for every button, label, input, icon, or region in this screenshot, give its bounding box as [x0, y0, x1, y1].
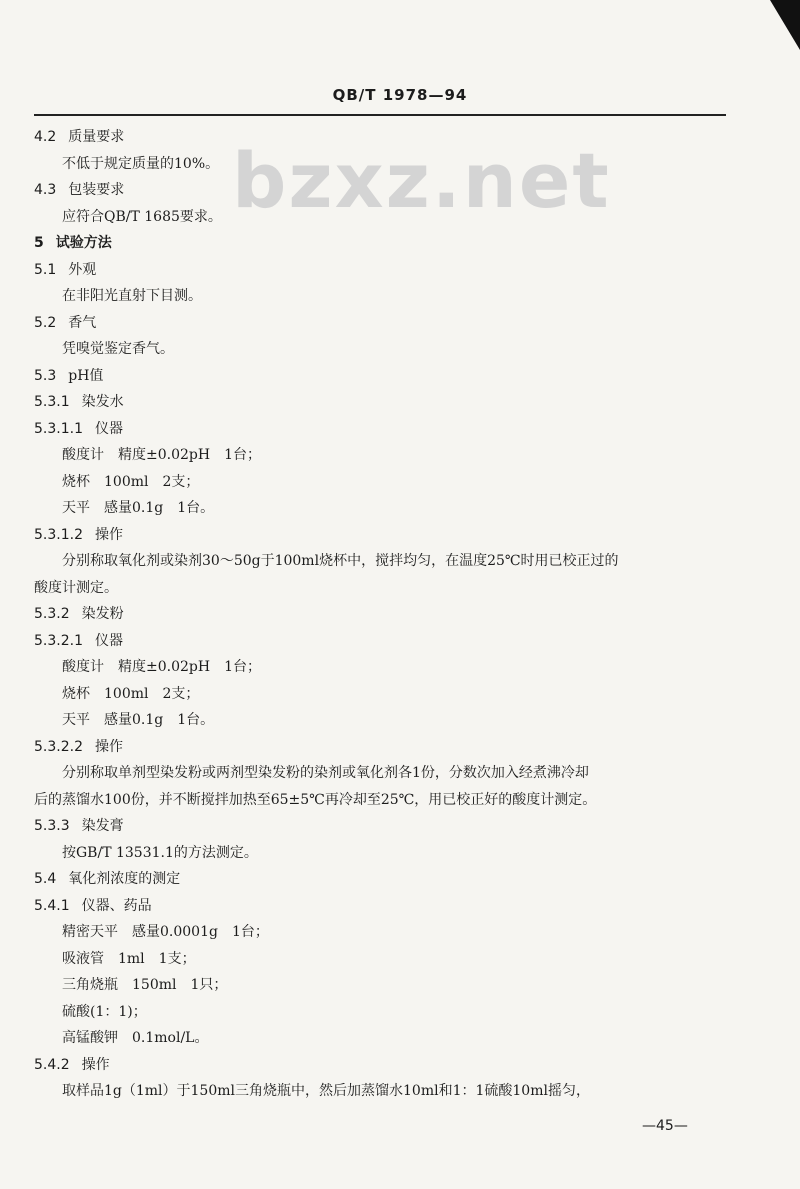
body-text: 高锰酸钾 0.1mol/L。 [62, 1030, 209, 1046]
clause-number: 5.3.1 [34, 394, 70, 410]
clause-number: 5.3.2.2 [34, 738, 83, 755]
clause-title: 香气 [68, 314, 97, 331]
body-text: 分别称取氧化剂或染剂30～50g于100ml烧杯中，搅拌均匀，在温度25℃时用已校正过的 [62, 553, 619, 569]
clause-heading [34, 389, 734, 416]
body-line [34, 1025, 734, 1052]
body-line [34, 707, 734, 734]
body-text: 天平 感量0.1g 1台。 [62, 712, 215, 728]
body-text: 在非阳光直射下目测。 [62, 288, 202, 304]
clause-number: 5.3.3 [34, 818, 70, 834]
clause-number: 5.4.2 [34, 1056, 70, 1073]
body-line [34, 495, 734, 522]
clause-title: 外观 [68, 261, 97, 278]
body-text: 分别称取单剂型染发粉或两剂型染发粉的染剂或氧化剂各1份，分数次加入经煮沸冷却 [62, 765, 589, 781]
clause-title: 仪器、药品 [81, 897, 152, 914]
clause-number: 5.4.1 [34, 897, 70, 914]
clause-heading [34, 363, 734, 390]
clause-number: 5.3.2 [34, 606, 70, 622]
body-text: 酸度计 精度±0.02pH 1台； [62, 447, 261, 463]
body-line [34, 575, 734, 602]
clause-title: 质量要求 [68, 129, 125, 145]
body-line [34, 946, 734, 973]
clause-title: 试验方法 [55, 235, 112, 251]
body-line [34, 336, 734, 363]
clause-number: 5.3.1.2 [34, 526, 83, 543]
header-rule [34, 114, 726, 116]
body-text: 应符合QB/T 1685要求。 [62, 208, 222, 225]
clause-title: 氧化剂浓度的测定 [68, 871, 181, 887]
clause-title: 包装要求 [68, 182, 125, 198]
body-text: 天平 感量0.1g 1台。 [62, 500, 215, 516]
clause-title: 染发膏 [81, 818, 124, 834]
clause-number: 5.4 [34, 871, 57, 887]
clause-title: 操作 [94, 526, 123, 543]
body-text: 三角烧瓶 150ml 1只； [62, 977, 228, 993]
body-line [34, 469, 734, 496]
clause-heading [34, 177, 734, 204]
clause-number: 5 [34, 235, 44, 251]
clause-heading [34, 124, 734, 151]
body-text: 烧杯 100ml 2支； [62, 685, 200, 702]
body-text: 酸度计 精度±0.02pH 1台； [62, 659, 261, 675]
body-line [34, 204, 734, 231]
body-line [34, 919, 734, 946]
clause-title: 仪器 [94, 632, 123, 649]
clause-heading [34, 230, 734, 257]
clause-title: 操作 [94, 738, 123, 755]
clause-number: 5.3.2.1 [34, 632, 83, 649]
clause-heading [34, 628, 734, 655]
clause-number: 5.3 [34, 367, 57, 384]
body-line [34, 1078, 734, 1105]
body-line [34, 283, 734, 310]
clause-heading [34, 601, 734, 628]
body-text: 不低于规定质量的10%。 [62, 155, 220, 172]
clause-heading [34, 734, 734, 761]
body-text: 凭嗅觉鉴定香气。 [62, 341, 174, 357]
body-text: 酸度计测定。 [34, 579, 118, 596]
scan-corner-shadow [770, 0, 800, 50]
body-line [34, 840, 734, 867]
clause-heading [34, 416, 734, 443]
body-line [34, 760, 734, 787]
clause-heading [34, 866, 734, 893]
page-header: QB/T 1978—94 [332, 86, 468, 104]
document-body [34, 124, 734, 1105]
clause-title: pH值 [68, 367, 104, 384]
body-line [34, 654, 734, 681]
body-line [34, 442, 734, 469]
clause-number: 4.3 [34, 182, 57, 198]
clause-number: 5.1 [34, 261, 57, 278]
clause-heading [34, 310, 734, 337]
body-line [34, 151, 734, 178]
clause-number: 4.2 [34, 129, 57, 145]
body-line [34, 787, 734, 814]
clause-title: 染发水 [81, 394, 124, 410]
clause-number: 5.3.1.1 [34, 420, 83, 437]
body-text: 精密天平 感量0.0001g 1台； [62, 924, 269, 940]
body-text: 按GB/T 13531.1的方法测定。 [62, 844, 258, 861]
body-line [34, 681, 734, 708]
body-line [34, 999, 734, 1026]
clause-heading [34, 257, 734, 284]
clause-title: 染发粉 [81, 606, 124, 622]
body-line [34, 972, 734, 999]
body-text: 烧杯 100ml 2支； [62, 473, 200, 490]
clause-heading [34, 893, 734, 920]
clause-number: 5.2 [34, 314, 57, 331]
page-number: —45— [642, 1118, 688, 1134]
watermark: bzxz.net [232, 136, 611, 225]
body-text: 取样品1g（1ml）于150ml三角烧瓶中，然后加蒸馏水10ml和1：1硫酸10ml摇匀， [62, 1083, 590, 1099]
clause-heading [34, 813, 734, 840]
body-text: 吸液管 1ml 1支； [62, 950, 196, 967]
body-text: 硫酸(1：1)； [62, 1003, 147, 1020]
clause-heading [34, 522, 734, 549]
clause-title: 操作 [81, 1056, 110, 1073]
clause-title: 仪器 [94, 420, 123, 437]
body-text: 后的蒸馏水100份，并不断搅拌加热至65±5℃再冷却至25℃，用已校正好的酸度计测定。 [34, 791, 597, 808]
body-line [34, 548, 734, 575]
clause-heading [34, 1052, 734, 1079]
